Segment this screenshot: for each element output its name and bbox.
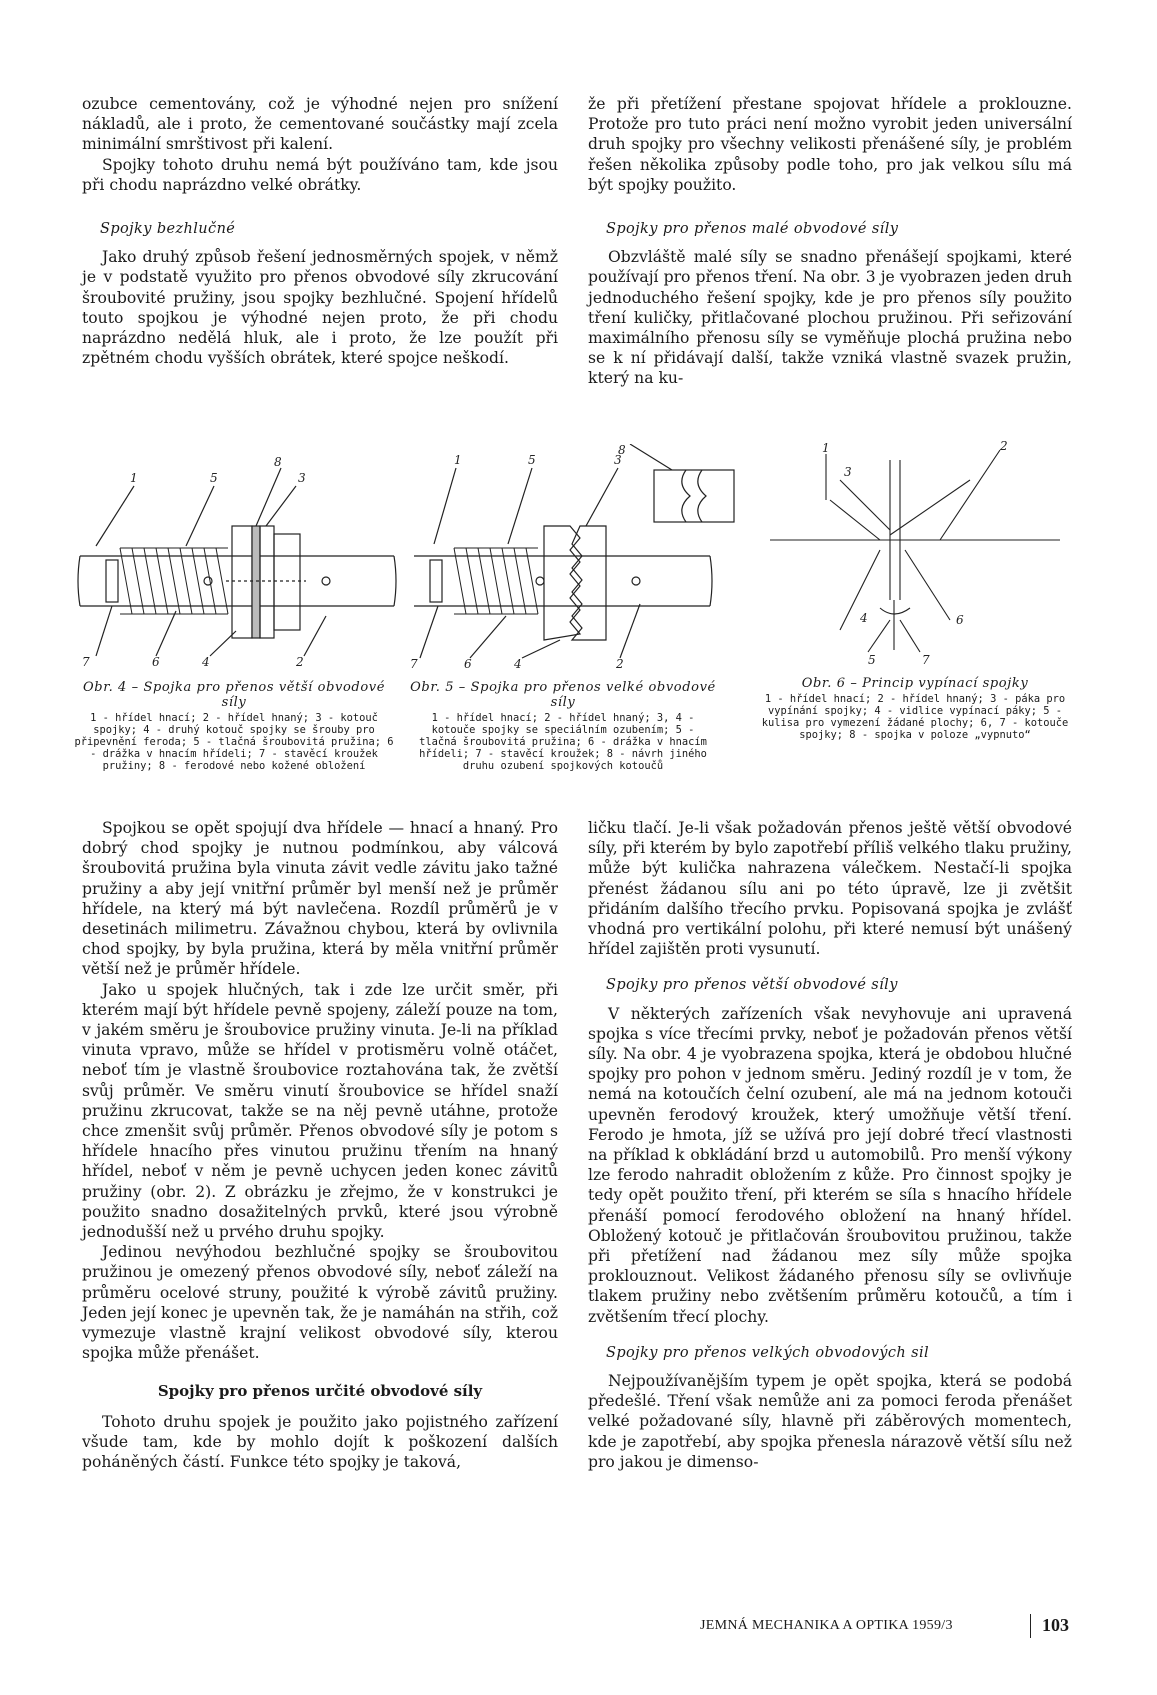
paragraph: Spojkou se opět spojují dva hřídele — hnací a hnaný. Pro dobrý chod spojky je nutnou podmínkou, aby válcová šroubovitá pružina byla vinuta závit vedle závitu jako tažné pružiny a aby její vnitřní průměr byl menší než je průměr hřídele, na který má být navlečena. Rozdíl průměrů je v desetinách milimetru. Závažnou chybou, která by ovlivnila chod spojky, by byla pružina, která by měla vnitřní průměr větší než je průměr hřídele. <box>82 819 558 979</box>
label-6: 6 <box>152 655 160 669</box>
coupling-diagram-fig4 <box>76 456 398 678</box>
label-6: 6 <box>464 657 472 671</box>
section-heading: Spojky pro přenos velkých obvodových sil <box>606 1344 930 1361</box>
paragraph: Jedinou nevýhodou bezhlučné spojky se šroubovitou pružinou je omezený přenos obvodové síly, neboť záleží na průměru ocelové struny, použité k výrobě závitů pružiny. Jeden její konec je upevněn tak, že je namáhán na střih, což vymezuje vlastně krajní velikost obvodové síly, kterou spojka může přenášet. <box>82 1243 558 1363</box>
figure-5-drawing <box>410 444 760 678</box>
figure-4-caption <box>70 680 398 772</box>
paragraph: Tohoto druhu spojek je použito jako pojistného zařízení všude tam, kde by mohlo dojít k poškození dalších poháněných částí. Funkce této spojky je taková, <box>82 1412 558 1472</box>
paragraph: ozubce cementovány, což je výhodné nejen pro snížení nákladů, ale i proto, že cementované součástky mají zcela minimální smrštivost při kalení. <box>82 95 558 154</box>
label-2: 2 <box>296 655 304 669</box>
paragraph: že při přetížení přestane spojovat hřídele a proklouzne. Protože pro tuto práci není možno vyrobit jeden universální druh spojky pro všechny velikosti přenášené síly, je problém řešen několika způsoby podle toho, pro jak velkou sílu má být spojky použito. <box>588 95 1072 194</box>
label-4: 4 <box>514 657 522 671</box>
label-6: 6 <box>956 613 964 627</box>
label-1: 1 <box>130 471 138 485</box>
label-4: 4 <box>860 611 868 625</box>
figure-6-drawing <box>770 440 1060 670</box>
label-2: 2 <box>616 657 624 671</box>
label-7: 7 <box>410 657 418 671</box>
label-3: 3 <box>844 465 852 479</box>
figure-4-drawing <box>76 456 398 678</box>
label-7: 7 <box>82 655 90 669</box>
left-column-bottom <box>82 818 558 1472</box>
paragraph: Obzvláště malé síly se snadno přenášejí spojkami, které používají pro přenos tření. Na obr. 3 je vyobrazen jeden druh jednoduchého řešení spojky, kde je pro přenos síly použito tření kuličky, přitlačované plochou pružinou. Při seřizování maximálního přenosu síly se vyměňuje plochá pružina nebo se k ní přidávají další, takže vzniká vlastně svazek pružin, který na ku- <box>588 248 1072 388</box>
label-3: 3 <box>614 453 622 467</box>
figure-legend: 1 - hřídel hnací; 2 - hřídel hnaný; 3 - páka pro vypínání spojky; 4 - vidlice vypínací páky; 5 - kulisa pro vymezení žádané plochy; 6, 7 - kotouče spojky; 8 - spojka v poloze „vypnuto“ <box>761 693 1069 741</box>
section-heading: Spojky pro přenos malé obvodové síly <box>606 221 899 238</box>
section-heading: Spojky pro přenos větší obvodové síly <box>606 977 898 994</box>
section-heading: Spojky pro přenos určité obvodové síly <box>157 1382 483 1401</box>
figure-title: Obr. 4 – Spojka pro přenos větší obvodové síly <box>83 680 385 710</box>
label-5: 5 <box>868 653 876 667</box>
label-1: 1 <box>822 441 830 455</box>
page-footer <box>700 1614 1080 1640</box>
figure-6-caption <box>760 676 1070 741</box>
label-5: 5 <box>528 453 536 467</box>
paragraph: Jako druhý způsob řešení jednosměrných spojek, v němž je v podstatě využito pro přenos obvodové síly zkrucování šroubovité pružiny, jsou spojky bezhlučné. Spojení hřídelů touto spojkou je výhodné nejen proto, že při chodu naprázdno nedělá hluk, ale i proto, že lze použít při zpětném chodu vyšších obrátek, které spojce neškodí. <box>82 248 558 368</box>
label-4: 4 <box>202 655 210 669</box>
paragraph: Nejpoužívanějším typem je opět spojka, která se podobá předešlé. Tření však nemůže ani za pomoci feroda přenášet velké požadované síly, hlavně při záběrových momentech, kde je zapotřebí, aby spojka přenesla nárazově větší sílu než pro jakou je dimenso- <box>588 1372 1072 1471</box>
label-1: 1 <box>454 453 462 467</box>
figure-5-caption <box>410 680 716 772</box>
journal-title: JEMNÁ MECHANIKA A OPTIKA 1959/3 <box>700 1618 953 1633</box>
label-2: 2 <box>1000 440 1008 453</box>
figure-title: Obr. 6 – Princip vypínací spojky <box>801 676 1029 691</box>
figure-legend: 1 - hřídel hnací; 2 - hřídel hnaný; 3, 4 - kotouče spojky se speciálním ozubením; 5 - tlačná šroubovitá pružina; 6 - drážka v hnacím hřídeli; 7 - stavěcí kroužek; 8 - návrh jiného druhu ozubení spojkových kotoučů <box>419 712 707 772</box>
coupling-principle-diagram-fig6 <box>770 440 1060 670</box>
paragraph: V některých zařízeních však nevyhovuje ani upravená spojka s více třecími prvky, neboť je požadován přenos větší síly. Na obr. 4 je vyobrazena spojka, která je obdobou hlučné spojky pro pohon v jednom směru. Jediný rozdíl je v tom, že nemá na kotoučích čelní ozubení, ale má na jednom kotouči upevněn ferodový kroužek, který umožňuje větší tření. Ferodo je hmota, jíž se užívá pro její dobré třecí vlastnosti na příklad k obkládání brzd u automobilů. Pro menší výkony lze ferodo nahradit obložením z kůže. Pro činnost spojky je tedy opět použito tření, při kterém se síla s hnacího hřídele přenáší pomocí ferodového obložení na hnaný hřídel. Obložený kotouč je přitlačován šroubovitou pružinou, takže při přetížení nad žádanou mez síly může spojka proklouznout. Velikost žádaného přenosu síly se ovlivňuje tlakem pružiny nebo zvětšením průměru kotoučů, a tím i zvětšením třecí plochy. <box>588 1004 1072 1326</box>
label-7: 7 <box>922 653 930 667</box>
paragraph: Spojky tohoto druhu nemá být používáno tam, kde jsou při chodu naprázdno velké obrátky. <box>82 155 558 194</box>
label-5: 5 <box>210 471 218 485</box>
figure-legend: 1 - hřídel hnací; 2 - hřídel hnaný; 3 - kotouč spojky; 4 - druhý kotouč spojky se šrouby pro připevnění feroda; 5 - tlačná šroubovitá pružina; 6 - drážka v hnacím hřídeli; 7 - stavěcí kroužek pružiny; 8 - ferodové nebo kožené obložení <box>74 712 394 772</box>
figure-title: Obr. 5 – Spojka pro přenos velké obvodové síly <box>410 680 716 710</box>
right-column-bottom <box>588 818 1072 1472</box>
coupling-diagram-fig5 <box>410 444 760 678</box>
label-8: 8 <box>274 456 282 469</box>
right-column-top <box>588 94 1072 389</box>
paragraph: Jako u spojek hlučných, tak i zde lze určit směr, při kterém mají být hřídele pevně spojeny, záleží pouze na tom, v jakém směru je šroubovice pružiny vinuta. Je-li na příklad vinuta vpravo, může se hřídel v protisměru volně otáčet, neboť tím je vlastně šroubovice roztahována tak, že zvětší svůj průměr. Ve směru vinutí šroubovice se hřídel snaží pružinu zkrucovat, takže se na něj pevně utáhne, protože chce zmenšit svůj průměr. Přenos obvodové síly je potom s hřídele hnacího přes vinutou pružinu třením na hnaný hřídel, neboť v něm je pevně uchycen jeden konec závitů pružiny (obr. 2). Z obrázku je zřejmo, že v konstrukci je použito snadno dosažitelných prvků, které jsou výrobně jednodušší než u prvého druhu spojky. <box>82 980 558 1242</box>
label-3: 3 <box>298 471 306 485</box>
paragraph: ličku tlačí. Je-li však požadován přenos ještě větší obvodové síly, při kterém by bylo zapotřebí příliš velkého tlaku pružiny, může být kulička nahrazena válečkem. Nestačí-li spojka přenést žádanou sílu ani po této úpravě, lze ji zvětšit přidáním dalšího třecího prvku. Popisovaná spojka je zvlášť vhodná pro vertikální polohu, při které nemusí být unášený hřídel zajištěn proti vysunutí. <box>588 819 1072 959</box>
label-8: 8 <box>618 444 626 457</box>
footer-divider <box>1030 1614 1031 1638</box>
page-number: 103 <box>1042 1615 1069 1635</box>
section-heading: Spojky bezhlučné <box>100 221 236 238</box>
left-column-top <box>82 94 558 368</box>
